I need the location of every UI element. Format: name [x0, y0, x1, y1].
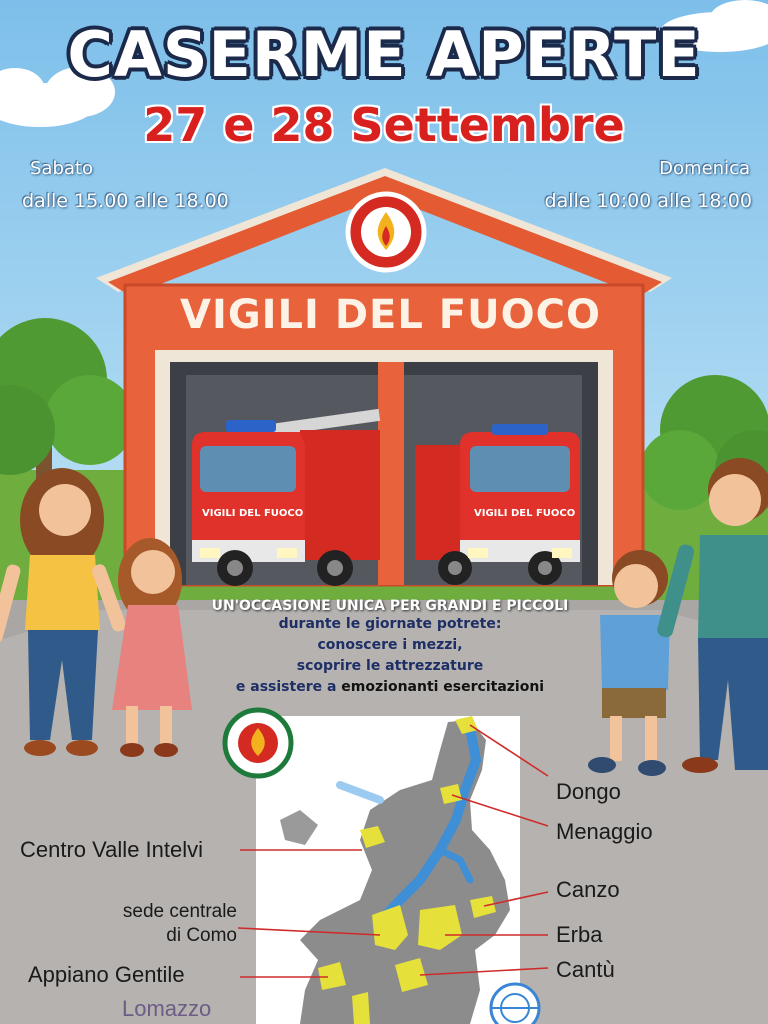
town-menaggio: Menaggio: [556, 819, 653, 844]
event-dates: 27 e 28 Settembre: [143, 98, 625, 152]
message-line-3: scoprire le attrezzature: [296, 658, 484, 674]
sunday-label: Domenica: [659, 158, 750, 179]
truck-left-label: VIGILI DEL FUOCO: [202, 508, 304, 519]
sede-line-2: di Como: [166, 925, 237, 946]
fire-truck-right: [415, 424, 580, 585]
town-appiano-gentile: Appiano Gentile: [28, 962, 185, 987]
town-centro-valle-intelvi: Centro Valle Intelvi: [20, 837, 204, 862]
message-line-4-prefix: e assistere a: [235, 679, 342, 695]
fire-truck-left: [192, 409, 380, 586]
town-lomazzo: Lomazzo: [122, 996, 212, 1021]
message-line-4: [180, 677, 600, 698]
vvf-logo: [348, 194, 424, 270]
sede-line-1: sede centrale: [122, 901, 237, 922]
message-line-4-highlight: emozionanti esercitazioni: [341, 679, 545, 695]
sunday-hours: dalle 10:00 alle 18:00: [544, 190, 752, 212]
poster-title: CASERME APERTE: [67, 18, 701, 91]
message-headline: UN'OCCASIONE UNICA PER GRANDI E PICCOLI: [211, 598, 569, 614]
globe-logo: [491, 984, 539, 1024]
town-sede-centrale: [82, 900, 237, 948]
town-cantu: Cantù: [556, 957, 615, 982]
saturday-label: Sabato: [30, 158, 93, 179]
message-line-1: durante le giornate potrete:: [278, 616, 502, 632]
truck-right-label: VIGILI DEL FUOCO: [474, 508, 576, 519]
volunteer-association-logo: [225, 710, 291, 776]
town-erba: Erba: [556, 922, 603, 947]
town-dongo: Dongo: [556, 779, 621, 804]
saturday-hours: dalle 15.00 alle 18.00: [22, 190, 229, 212]
town-canzo: Canzo: [556, 877, 620, 902]
message-line-2: conoscere i mezzi,: [317, 637, 463, 653]
event-message: [180, 598, 600, 698]
station-sign: VIGILI DEL FUOCO: [180, 292, 601, 338]
